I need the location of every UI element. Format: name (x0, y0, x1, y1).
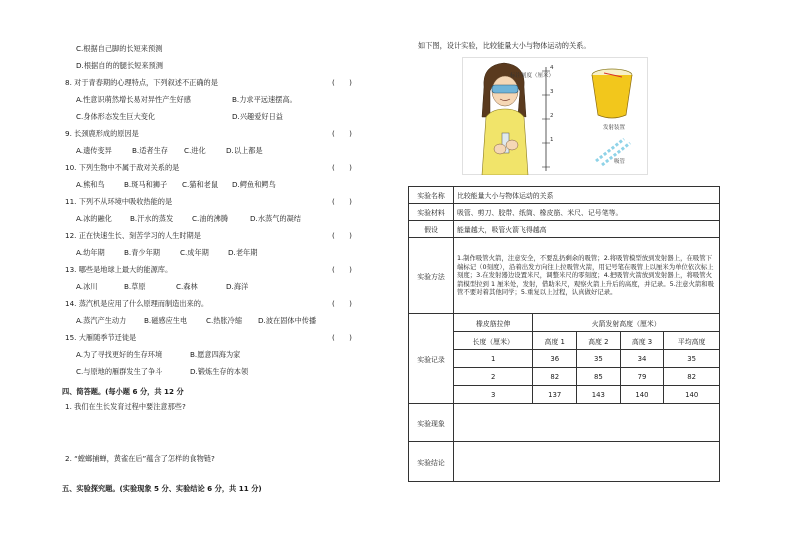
q10-option-a: A.熊和鸟 (76, 180, 105, 189)
table-row (454, 368, 719, 386)
question-10: 10. 下列生物中不属于敌对关系的是 (65, 163, 180, 172)
q7-option-d: D.根据自的的腿长短来预测 (76, 61, 163, 70)
q8-option-a: A.性意识萌然增长易对异性产生好感 (76, 95, 191, 104)
question-8: 8. 对于青春期的心理特点，下列叙述不正确的是 (65, 78, 218, 87)
cell-length: 3 (454, 386, 533, 404)
header-height-3: 高度 3 (620, 332, 664, 350)
q15-option-b: B.愿意四海为家 (190, 350, 241, 359)
scale-label: 标注刻度（厘米） (510, 73, 555, 79)
answer-blank: ( ) (332, 265, 352, 274)
answer-blank: ( ) (332, 299, 352, 308)
q12-option-a: A.幼年期 (76, 248, 105, 257)
table-row-record (409, 314, 720, 404)
scale-tick-2: 2 (550, 113, 554, 119)
conclusion-label: 实验结论 (409, 442, 454, 482)
answer-blank: ( ) (332, 333, 352, 342)
q11-option-b: B.汗水的蒸发 (130, 214, 174, 223)
q9-option-b: B.适者生存 (132, 146, 168, 155)
answer-blank: ( ) (332, 129, 352, 138)
header-height-1: 高度 1 (533, 332, 577, 350)
experiment-intro: 如下图，设计实验，比较能量大小与物体运动的关系。 (418, 41, 591, 50)
answer-blank: ( ) (332, 197, 352, 206)
short-answer-2: 2. “螳螂捕蝉，黄雀在后”蕴含了怎样的食物链? (65, 454, 215, 463)
q15-option-a: A.为了寻找更好的生存环境 (76, 350, 163, 359)
method-value: 1.制作吸管火箭，注意安全，不要乱扔剩余的吸管；2.将吸管模型放到发射器上，在吸管下端标记（0刻度），沿着出发方向往上拉吸管火箭，用记号笔在吸管上以厘米为单位依次标上刻度；3.在发射器边设置米尺，调整米尺的零刻度；4.把吸管火箭放到发射器上，将吸管火箭模型拉到 1 厘米处，发射，借助米尺，观察火箭上升后的高度，并记录。5.注意火箭和吸管不要对着其他同学；5.重复以上过程，认真做好记录。 (454, 238, 720, 314)
phenomenon-answer-area[interactable] (454, 404, 720, 442)
scale-tick-4: 4 (550, 65, 554, 71)
section-5-heading: 五、实验探究题。(实验现象 5 分、实验结论 6 分，共 11 分) (62, 484, 262, 493)
q9-option-c: C.进化 (184, 146, 206, 155)
question-9: 9. 长颈鹿形成的原因是 (65, 129, 139, 138)
answer-blank: ( ) (332, 78, 352, 87)
q13-option-a: A.冰川 (76, 282, 98, 291)
experiment-table (408, 186, 720, 482)
title-label: 实验名称 (409, 187, 454, 204)
title-value: 比较能量大小与物体运动的关系 (454, 187, 720, 204)
q13-option-b: B.草原 (124, 282, 146, 291)
conclusion-answer-area[interactable] (454, 442, 720, 482)
straw-label: 吸管 (614, 159, 626, 165)
scale-tick-3: 3 (550, 89, 554, 95)
scale-tick-1: 1 (550, 137, 554, 143)
q9-option-a: A.遗传变异 (76, 146, 112, 155)
q12-option-c: C.成年期 (180, 248, 209, 257)
q14-option-d: D.波在固体中传播 (258, 316, 317, 325)
q15-option-c: C.与原地的雁群发生了争斗 (76, 367, 163, 376)
section-4-heading: 四、简答题。(每小题 6 分，共 12 分 (62, 387, 184, 396)
cell-length: 1 (454, 350, 533, 368)
header-stretch: 橡皮筋拉伸 (454, 314, 533, 332)
q11-option-a: A.冰的融化 (76, 214, 112, 223)
hypothesis-label: 假设 (409, 221, 454, 238)
cell-height-2: 85 (577, 368, 621, 386)
cell-height-3: 34 (620, 350, 664, 368)
q7-option-c: C.根据自己脚的长短来预测 (76, 44, 163, 53)
cell-height-2: 143 (577, 386, 621, 404)
cell-average: 82 (664, 368, 719, 386)
table-row (454, 350, 719, 368)
q13-option-d: D.海洋 (226, 282, 249, 291)
q11-option-c: C.油的沸腾 (192, 214, 229, 223)
header-average: 平均高度 (664, 332, 719, 350)
q14-option-a: A.蒸汽产生动力 (76, 316, 127, 325)
record-header-row-1 (454, 314, 719, 332)
cell-height-1: 137 (533, 386, 577, 404)
q8-option-b: B.力求平远速摆高。 (232, 95, 297, 104)
question-14: 14. 蒸汽机是应用了什么原理而制造出来的。 (65, 299, 209, 308)
question-15: 15. 大雁随季节迁徙是 (65, 333, 137, 342)
answer-blank: ( ) (332, 163, 352, 172)
experiment-illustration (462, 57, 648, 175)
short-answer-1: 1. 我们在生长发育过程中要注意那些? (65, 402, 186, 411)
q9-option-d: D.以上都是 (226, 146, 263, 155)
launcher-label: 发射装置 (603, 125, 626, 131)
answer-blank: ( ) (332, 231, 352, 240)
header-length: 长度（厘米） (454, 332, 533, 350)
record-label: 实验记录 (409, 314, 454, 404)
table-row-method (409, 238, 720, 314)
table-row-phenomenon (409, 404, 720, 442)
cell-height-3: 140 (620, 386, 664, 404)
cell-height-1: 36 (533, 350, 577, 368)
question-13: 13. 哪些是地球上最大的能源库。 (65, 265, 173, 274)
q13-option-c: C.森林 (176, 282, 198, 291)
header-height-2: 高度 2 (577, 332, 621, 350)
materials-label: 实验材料 (409, 204, 454, 221)
question-11: 11. 下列不从环境中吸收热能的是 (65, 197, 173, 206)
materials-value: 吸管、剪刀、胶带、纸筒、橡皮筋、米尺、记号笔等。 (454, 204, 720, 221)
table-row-conclusion (409, 442, 720, 482)
q14-option-c: C.热胀冷缩 (206, 316, 243, 325)
cell-height-2: 35 (577, 350, 621, 368)
q12-option-b: B.青少年期 (124, 248, 160, 257)
q14-option-b: B.磁感应生电 (144, 316, 188, 325)
q15-option-d: D.锻炼生存的本领 (190, 367, 249, 376)
hypothesis-value: 能量越大，吸管火箭飞得越高 (454, 221, 720, 238)
q10-option-b: B.斑马和狮子 (124, 180, 168, 189)
q10-option-d: D.鳄鱼和鳄鸟 (232, 180, 276, 189)
experiment-figure-svg (462, 57, 648, 175)
q11-option-d: D.水蒸气的凝结 (250, 214, 301, 223)
table-row-title (409, 187, 720, 204)
table-row-hypothesis (409, 221, 720, 238)
table-row (454, 386, 719, 404)
q8-option-c: C.身体形态发生巨大变化 (76, 112, 156, 121)
cell-height-3: 79 (620, 368, 664, 386)
method-label: 实验方法 (409, 238, 454, 314)
question-12: 12. 正在快速生长、刻苦学习的人生时期是 (65, 231, 201, 240)
girl-icon (482, 63, 528, 175)
record-header-row-2 (454, 332, 719, 350)
record-table (454, 314, 719, 403)
q8-option-d: D.兴趣爱好日益 (232, 112, 283, 121)
cell-average: 35 (664, 350, 719, 368)
record-cell (454, 314, 720, 404)
q10-option-c: C.猫和老鼠 (182, 180, 219, 189)
table-row-materials (409, 204, 720, 221)
cell-length: 2 (454, 368, 533, 386)
header-height: 火箭发射高度（厘米） (533, 314, 719, 332)
q12-option-d: D.老年期 (228, 248, 258, 257)
cell-height-1: 82 (533, 368, 577, 386)
phenomenon-label: 实验现象 (409, 404, 454, 442)
cell-average: 140 (664, 386, 719, 404)
